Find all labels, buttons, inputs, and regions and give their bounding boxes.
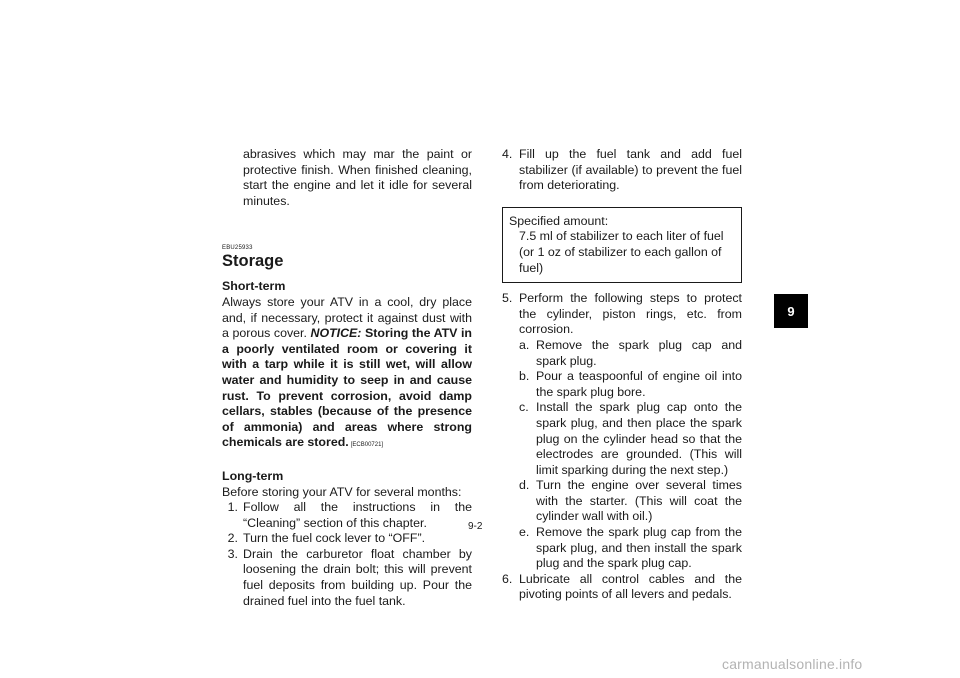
step-number: 2. — [227, 531, 238, 546]
list-item — [519, 400, 742, 478]
list-item — [222, 531, 472, 547]
specified-amount-box — [502, 207, 742, 283]
short-term-heading: Short-term — [222, 279, 286, 294]
step-text: Drain the carburetor float chamber by loosening the drain bolt; this will prevent fuel deposits from building up. Pour the drained fuel into the fuel tank. — [243, 546, 472, 608]
section-code: EBU25933 — [222, 245, 253, 252]
section-title: Storage — [222, 252, 284, 271]
sub-step-text: Turn the engine over several times with the starter. (This will coat the cylinder wall with oil.) — [536, 478, 742, 524]
sub-step-text: Pour a teaspoonful of engine oil into the spark plug bore. — [536, 369, 742, 399]
long-term-heading: Long-term — [222, 468, 284, 483]
list-item — [519, 369, 742, 400]
step-5 — [502, 291, 742, 338]
short-term-text: Always store your ATV in a cool, dry place and, if necessary, protect it against dust with a porous cover. — [222, 294, 472, 341]
spec-value: 7.5 ml of stabilizer to each liter of fuel (or 1 oz of stabilizer to each gallon of fuel) — [519, 229, 724, 275]
list-item — [519, 525, 742, 572]
step-number: 6. — [502, 571, 513, 586]
step-4 — [502, 147, 742, 194]
sub-step-text: Remove the spark plug cap and spark plug. — [536, 337, 742, 368]
step-6 — [502, 572, 742, 603]
step-number: 1. — [227, 500, 238, 515]
long-term-intro: Before storing your ATV for several months: — [222, 484, 462, 499]
spec-label: Specified amount: — [509, 213, 609, 228]
right-column — [502, 147, 742, 603]
short-term-paragraph — [222, 295, 472, 454]
notice-code: [ECB00721] — [350, 442, 384, 449]
step-text: Perform the following steps to protect the cylinder, piston rings, etc. from corrosion. — [519, 291, 742, 337]
step-text: Fill up the fuel tank and add fuel stabilizer (if available) to prevent the fuel from deteriorating. — [519, 147, 742, 193]
list-item — [222, 547, 472, 609]
notice-text: Storing the ATV in a poorly ventilated room or covering it with a tarp while it is still wet, will allow water and humidity to seep in and cause rust. To prevent corrosion, avoid damp cellars, stables (because of the presence of ammonia) and areas where strong chemicals are stored. — [222, 326, 473, 450]
watermark: carmanualsonline.info — [722, 656, 863, 672]
list-item — [222, 500, 472, 531]
sub-step-letter: e. — [519, 525, 530, 540]
notice-label: NOTICE: — [310, 326, 362, 341]
sub-step-letter: a. — [519, 337, 530, 352]
left-column — [222, 147, 472, 609]
step-text: Lubricate all control cables and the pivoting points of all levers and pedals. — [519, 571, 742, 602]
page-number: 9-2 — [468, 521, 483, 532]
step-number: 3. — [227, 546, 238, 561]
list-item — [519, 478, 742, 525]
step-text: Turn the fuel cock lever to “OFF”. — [243, 531, 426, 546]
step-number: 5. — [502, 291, 513, 306]
sub-step-text: Install the spark plug cap onto the spark plug, and then place the spark plug on the cylinder head so that the electrodes are grounded. (This will limit sparking during the next step.) — [536, 400, 742, 477]
chapter-tab: 9 — [774, 294, 808, 328]
step-number: 4. — [502, 147, 513, 161]
intro-continuation: abrasives which may mar the paint or protective finish. When finished cleaning, start the engine and let it idle for several minutes. — [243, 147, 472, 208]
sub-step-letter: c. — [519, 400, 529, 415]
long-term-steps — [222, 500, 472, 609]
sub-step-letter: b. — [519, 369, 530, 384]
sub-step-text: Remove the spark plug cap from the spark plug, and then install the spark plug and the spark plug cap. — [536, 525, 742, 571]
list-item — [519, 338, 742, 369]
step-text: Follow all the instructions in the “Cleaning” section of this chapter. — [243, 500, 472, 530]
sub-step-letter: d. — [519, 478, 530, 493]
